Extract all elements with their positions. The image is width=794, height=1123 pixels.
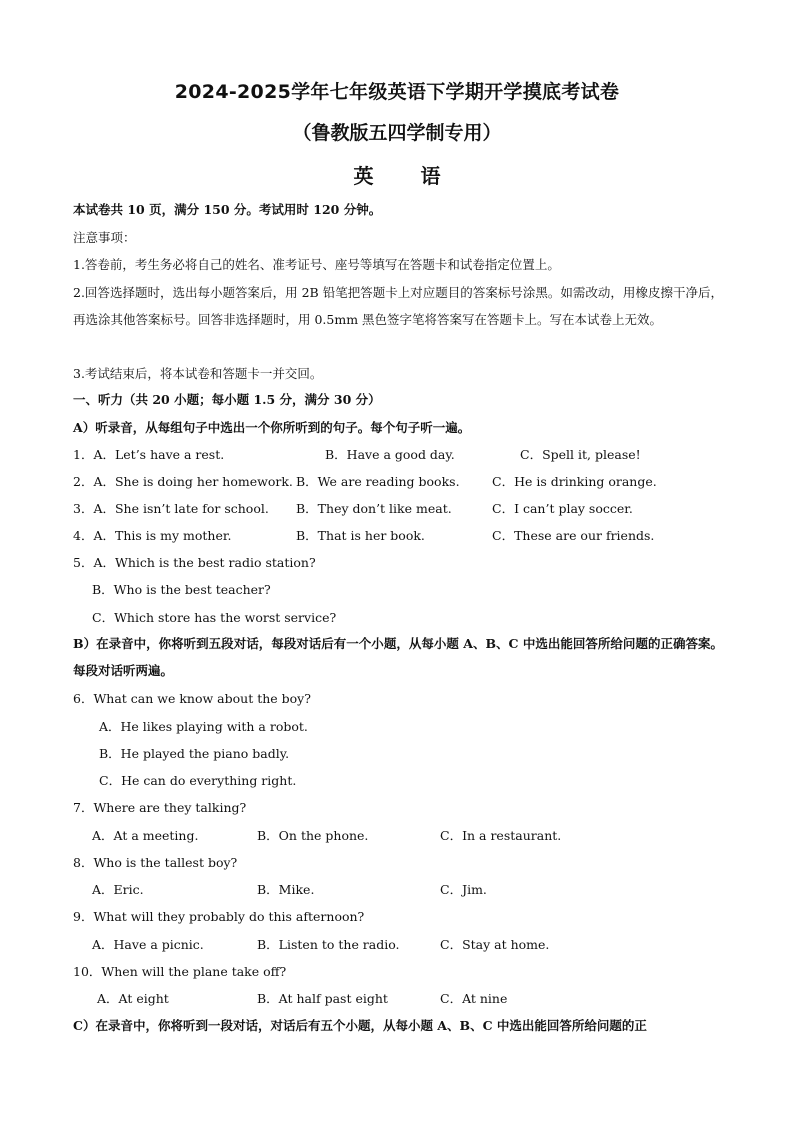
exam-info: 本试卷共 10 页，满分 150 分。考试用时 120 分钟。 [73, 202, 382, 217]
q4-option-b: B．That is her book. [296, 528, 425, 543]
q6-stem: 6．What can we know about the boy? [73, 691, 311, 706]
q7-option-b: B．On the phone. [257, 828, 369, 843]
q6-option-a: A．He likes playing with a robot. [99, 719, 308, 734]
q9-option-c: C．Stay at home. [440, 937, 550, 952]
q9-stem: 9．What will they probably do this afternoon? [73, 909, 365, 924]
q1-option-b: B．Have a good day. [325, 447, 455, 462]
q5-option-b: B．Who is the best teacher? [92, 582, 271, 597]
part-a-instruction: A）听录音，从每组句子中选出一个你所听到的句子。每个句子听一遍。 [73, 420, 471, 435]
q8-stem: 8．Who is the tallest boy? [73, 855, 238, 870]
q10-option-c: C．At nine [440, 991, 508, 1006]
notice-rule-2: 2.回答选择题时，选出每小题答案后，用 2B 铅笔把答题卡上对应题目的答案标号涂黑。如需改动，用橡皮擦干净后，再选涂其他答案标号。回答非选择题时，用 0.5mm 黑色签字笔将答案写在答题卡上。写在本试卷上无效。 [73, 285, 723, 327]
q10-option-a: A．At eight [97, 991, 169, 1006]
exam-subtitle: （鲁教版五四学制专用） [292, 122, 502, 144]
q9-option-a: A．Have a picnic. [92, 937, 204, 952]
q10-option-b: B．At half past eight [257, 991, 388, 1006]
notice-rule-1: 1.答卷前，考生务必将自己的姓名、准考证号、座号等填写在答题卡和试卷指定位置上。 [73, 257, 560, 272]
q8-option-c: C．Jim. [440, 882, 487, 897]
q7-option-a: A．At a meeting. [92, 828, 199, 843]
notice-heading: 注意事项： [73, 230, 136, 245]
q1-option-a: 1．A．Let’s have a rest. [73, 447, 225, 462]
q1-option-c: C．Spell it, please! [520, 447, 641, 462]
part-c-instruction: C）在录音中，你将听到一段对话，对话后有五个小题，从每小题 A、B、C 中选出能回答所给问题的正 [73, 1018, 647, 1033]
part-b-instruction: B）在录音中，你将听到五段对话，每段对话后有一个小题，从每小题 A、B、C 中选出能回答所给问题的正确答案。每段对话听两遍。 [73, 636, 723, 678]
q6-option-b: B．He played the piano badly. [99, 746, 290, 761]
q8-option-b: B．Mike. [257, 882, 315, 897]
q4-option-c: C．These are our friends. [492, 528, 655, 543]
q5-option-c: C．Which store has the worst service? [92, 610, 337, 625]
q5-option-a: 5．A．Which is the best radio station? [73, 555, 316, 570]
q4-option-a: 4．A．This is my mother. [73, 528, 232, 543]
q2-option-c: C．He is drinking orange. [492, 474, 657, 489]
q2-option-a: 2．A．She is doing her homework. [73, 474, 293, 489]
exam-title: 2024-2025学年七年级英语下学期开学摸底考试卷 [174, 81, 620, 103]
q8-option-a: A．Eric. [92, 882, 144, 897]
notice-rule-3: 3.考试结束后，将本试卷和答题卡一并交回。 [73, 366, 323, 381]
exam-subject: 英 语 [353, 164, 441, 188]
q10-stem: 10．When will the plane take off? [73, 964, 287, 979]
q7-option-c: C．In a restaurant. [440, 828, 562, 843]
q3-option-c: C．I can’t play soccer. [492, 501, 633, 516]
q9-option-b: B．Listen to the radio. [257, 937, 400, 952]
q6-option-c: C．He can do everything right. [99, 773, 297, 788]
q2-option-b: B．We are reading books. [296, 474, 460, 489]
q3-option-b: B．They don’t like meat. [296, 501, 452, 516]
section-heading-listening: 一、听力（共 20 小题；每小题 1.5 分，满分 30 分） [73, 392, 381, 407]
q7-stem: 7．Where are they talking? [73, 800, 247, 815]
q3-option-a: 3．A．She isn’t late for school. [73, 501, 269, 516]
